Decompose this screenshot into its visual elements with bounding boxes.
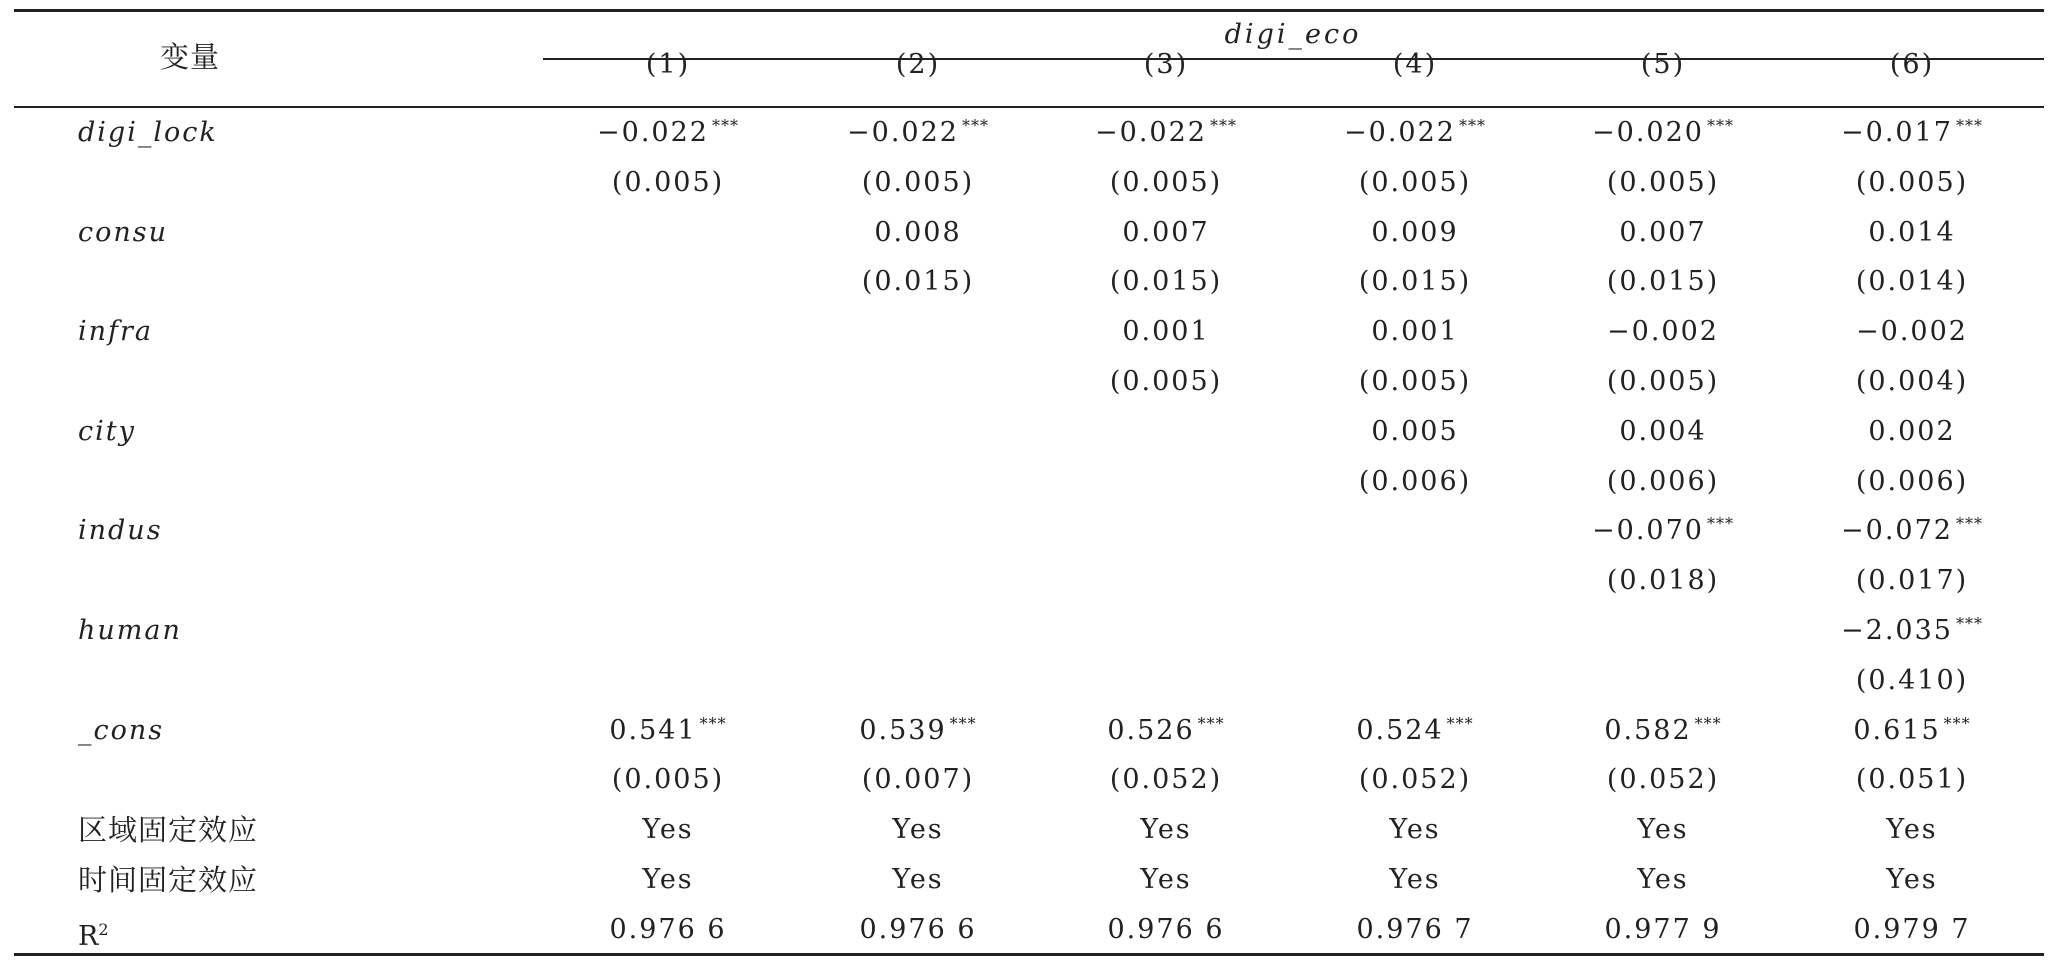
coefficient-value: 0.014 <box>1868 216 1956 248</box>
coefficient-value: 0.539 <box>859 714 947 746</box>
coefficient-value: 0.008 <box>874 216 962 248</box>
coefficient-cell <box>1841 108 1983 158</box>
coefficient-value: −0.022 <box>1095 117 1207 148</box>
coefficient-cell <box>1344 108 1486 158</box>
coefficient-value: 0.007 <box>1122 216 1210 248</box>
coefficient-value: −0.072 <box>1841 515 1953 547</box>
column-header-6: (6) <box>1889 49 1935 80</box>
standard-error-cell: (0.018) <box>1606 565 1720 597</box>
coefficient-cell <box>1841 606 1983 656</box>
coefficient-cell <box>1592 108 1734 158</box>
significance-stars: *** <box>1706 514 1734 534</box>
coefficient-cell <box>1619 208 1706 258</box>
table-bottom-rule <box>14 953 2044 956</box>
significance-stars: *** <box>711 116 739 135</box>
coefficient-cell <box>1371 307 1458 357</box>
coefficient-value: 0.005 <box>1371 415 1459 447</box>
fixed-effect-value: Yes <box>1637 864 1689 895</box>
coefficient-cell <box>609 706 726 756</box>
coefficient-value: 0.582 <box>1604 714 1692 746</box>
coefficient-cell <box>847 108 989 158</box>
coefficient-value: −0.022 <box>847 117 959 148</box>
coefficient-cell <box>1122 208 1209 258</box>
variable-label: indus <box>78 515 163 547</box>
significance-stars: *** <box>1706 116 1734 135</box>
significance-stars: *** <box>961 116 989 135</box>
variable-label: digi_lock <box>78 117 218 148</box>
coefficient-value: 0.615 <box>1853 714 1941 746</box>
coefficient-cell <box>1853 706 1970 756</box>
significance-stars: *** <box>1458 116 1486 135</box>
column-header-1: (1) <box>645 49 691 80</box>
r-squared-letter: R <box>78 920 99 952</box>
coefficient-value: 0.526 <box>1107 714 1195 746</box>
fixed-effect-value: Yes <box>1140 814 1192 846</box>
fixed-effect-value: Yes <box>892 814 944 846</box>
significance-stars: *** <box>1209 116 1237 135</box>
r-squared-label <box>78 905 109 955</box>
coefficient-cell <box>859 706 976 756</box>
significance-stars: *** <box>1955 614 1983 633</box>
standard-error-cell: (0.005) <box>1109 366 1223 397</box>
header-subrule <box>543 58 2044 60</box>
fixed-effect-value: Yes <box>642 864 694 895</box>
standard-error-cell: (0.006) <box>1855 465 1969 497</box>
standard-error-cell: (0.005) <box>611 166 725 198</box>
significance-stars: *** <box>699 713 727 733</box>
coefficient-cell <box>1856 307 1968 357</box>
significance-stars: *** <box>1955 116 1983 135</box>
coefficient-value: −0.002 <box>1607 316 1719 348</box>
coefficient-value: 0.001 <box>1371 316 1459 348</box>
r-squared-value: 0.976 6 <box>609 913 727 945</box>
significance-stars: *** <box>1446 713 1474 733</box>
standard-error-cell: (0.014) <box>1855 266 1969 298</box>
fixed-effect-value: Yes <box>1140 864 1192 895</box>
coefficient-value: −0.017 <box>1841 117 1953 148</box>
header-bottom-rule <box>14 106 2044 108</box>
standard-error-cell: (0.004) <box>1855 366 1969 397</box>
standard-error-cell: (0.052) <box>1109 764 1223 796</box>
column-header-5: (5) <box>1640 49 1686 80</box>
coefficient-cell <box>1371 208 1458 258</box>
variable-label: consu <box>78 216 169 248</box>
coefficient-cell <box>1122 307 1209 357</box>
fixed-effect-label: 时间固定效应 <box>78 863 259 897</box>
standard-error-cell: (0.052) <box>1358 764 1472 796</box>
r-squared-superscript: 2 <box>98 919 109 939</box>
fixed-effect-label: 区域固定效应 <box>78 813 259 848</box>
coefficient-cell <box>1371 407 1458 457</box>
standard-error-cell: (0.005) <box>1358 366 1472 397</box>
significance-stars: *** <box>1694 713 1722 733</box>
standard-error-cell: (0.006) <box>1358 465 1472 497</box>
coefficient-value: −2.035 <box>1841 615 1953 646</box>
variable-label: infra <box>78 316 154 348</box>
standard-error-cell: (0.015) <box>1358 266 1472 298</box>
standard-error-cell: (0.015) <box>1606 266 1720 298</box>
r-squared-value: 0.976 7 <box>1356 913 1474 945</box>
coefficient-cell <box>1592 506 1734 556</box>
standard-error-cell: (0.005) <box>1606 166 1720 198</box>
coefficient-value: 0.524 <box>1356 714 1444 746</box>
coefficient-value: 0.009 <box>1371 216 1459 248</box>
standard-error-cell: (0.005) <box>611 764 725 796</box>
standard-error-cell: (0.017) <box>1855 565 1969 597</box>
column-header-3: (3) <box>1143 49 1189 80</box>
dependent-variable-header: digi_eco <box>1224 19 1362 50</box>
fixed-effect-value: Yes <box>1389 814 1441 846</box>
coefficient-cell <box>1619 407 1706 457</box>
coefficient-cell <box>1841 506 1983 556</box>
significance-stars: *** <box>1197 713 1225 733</box>
standard-error-cell: (0.052) <box>1606 764 1720 796</box>
r-squared-value: 0.977 9 <box>1604 913 1722 945</box>
fixed-effect-value: Yes <box>1886 814 1938 846</box>
coefficient-value: 0.007 <box>1619 216 1707 248</box>
standard-error-cell: (0.051) <box>1855 764 1969 796</box>
standard-error-cell: (0.015) <box>861 266 975 298</box>
fixed-effect-value: Yes <box>1886 864 1938 895</box>
standard-error-cell: (0.005) <box>1358 166 1472 198</box>
coefficient-value: −0.020 <box>1592 117 1704 148</box>
variable-label: human <box>78 615 182 646</box>
standard-error-cell: (0.005) <box>1606 366 1720 397</box>
table-top-rule <box>14 9 2044 12</box>
significance-stars: *** <box>949 713 977 733</box>
coefficient-cell <box>1868 407 1955 457</box>
standard-error-cell: (0.410) <box>1855 664 1969 696</box>
significance-stars: *** <box>1955 514 1983 534</box>
coefficient-value: 0.001 <box>1122 316 1210 348</box>
coefficient-cell <box>1095 108 1237 158</box>
variable-label: city <box>78 415 136 447</box>
coefficient-value: −0.070 <box>1592 515 1704 547</box>
coefficient-value: −0.022 <box>597 117 709 148</box>
coefficient-cell <box>1607 307 1719 357</box>
standard-error-cell: (0.005) <box>1109 166 1223 198</box>
r-squared-value: 0.976 6 <box>859 913 977 945</box>
coefficient-cell <box>1356 706 1473 756</box>
standard-error-cell: (0.005) <box>861 166 975 198</box>
column-header-4: (4) <box>1392 49 1438 80</box>
standard-error-cell: (0.005) <box>1855 166 1969 198</box>
fixed-effect-value: Yes <box>1389 864 1441 895</box>
coefficient-value: −0.022 <box>1344 117 1456 148</box>
fixed-effect-value: Yes <box>892 864 944 895</box>
column-header-2: (2) <box>895 49 941 80</box>
coefficient-value: 0.004 <box>1619 415 1707 447</box>
standard-error-cell: (0.015) <box>1109 266 1223 298</box>
coefficient-cell <box>1868 208 1955 258</box>
coefficient-value: 0.002 <box>1868 415 1956 447</box>
significance-stars: *** <box>1943 713 1971 733</box>
variable-column-header: 变量 <box>160 40 221 74</box>
standard-error-cell: (0.007) <box>861 764 975 796</box>
r-squared-value: 0.979 7 <box>1853 913 1971 945</box>
variable-label: _cons <box>78 714 165 746</box>
coefficient-cell <box>597 108 739 158</box>
fixed-effect-value: Yes <box>1637 814 1689 846</box>
coefficient-value: 0.541 <box>609 714 697 746</box>
coefficient-cell <box>1604 706 1721 756</box>
coefficient-value: −0.002 <box>1856 316 1968 348</box>
coefficient-cell <box>1107 706 1224 756</box>
coefficient-cell <box>874 208 961 258</box>
r-squared-value: 0.976 6 <box>1107 913 1225 945</box>
standard-error-cell: (0.006) <box>1606 465 1720 497</box>
fixed-effect-value: Yes <box>642 814 694 846</box>
